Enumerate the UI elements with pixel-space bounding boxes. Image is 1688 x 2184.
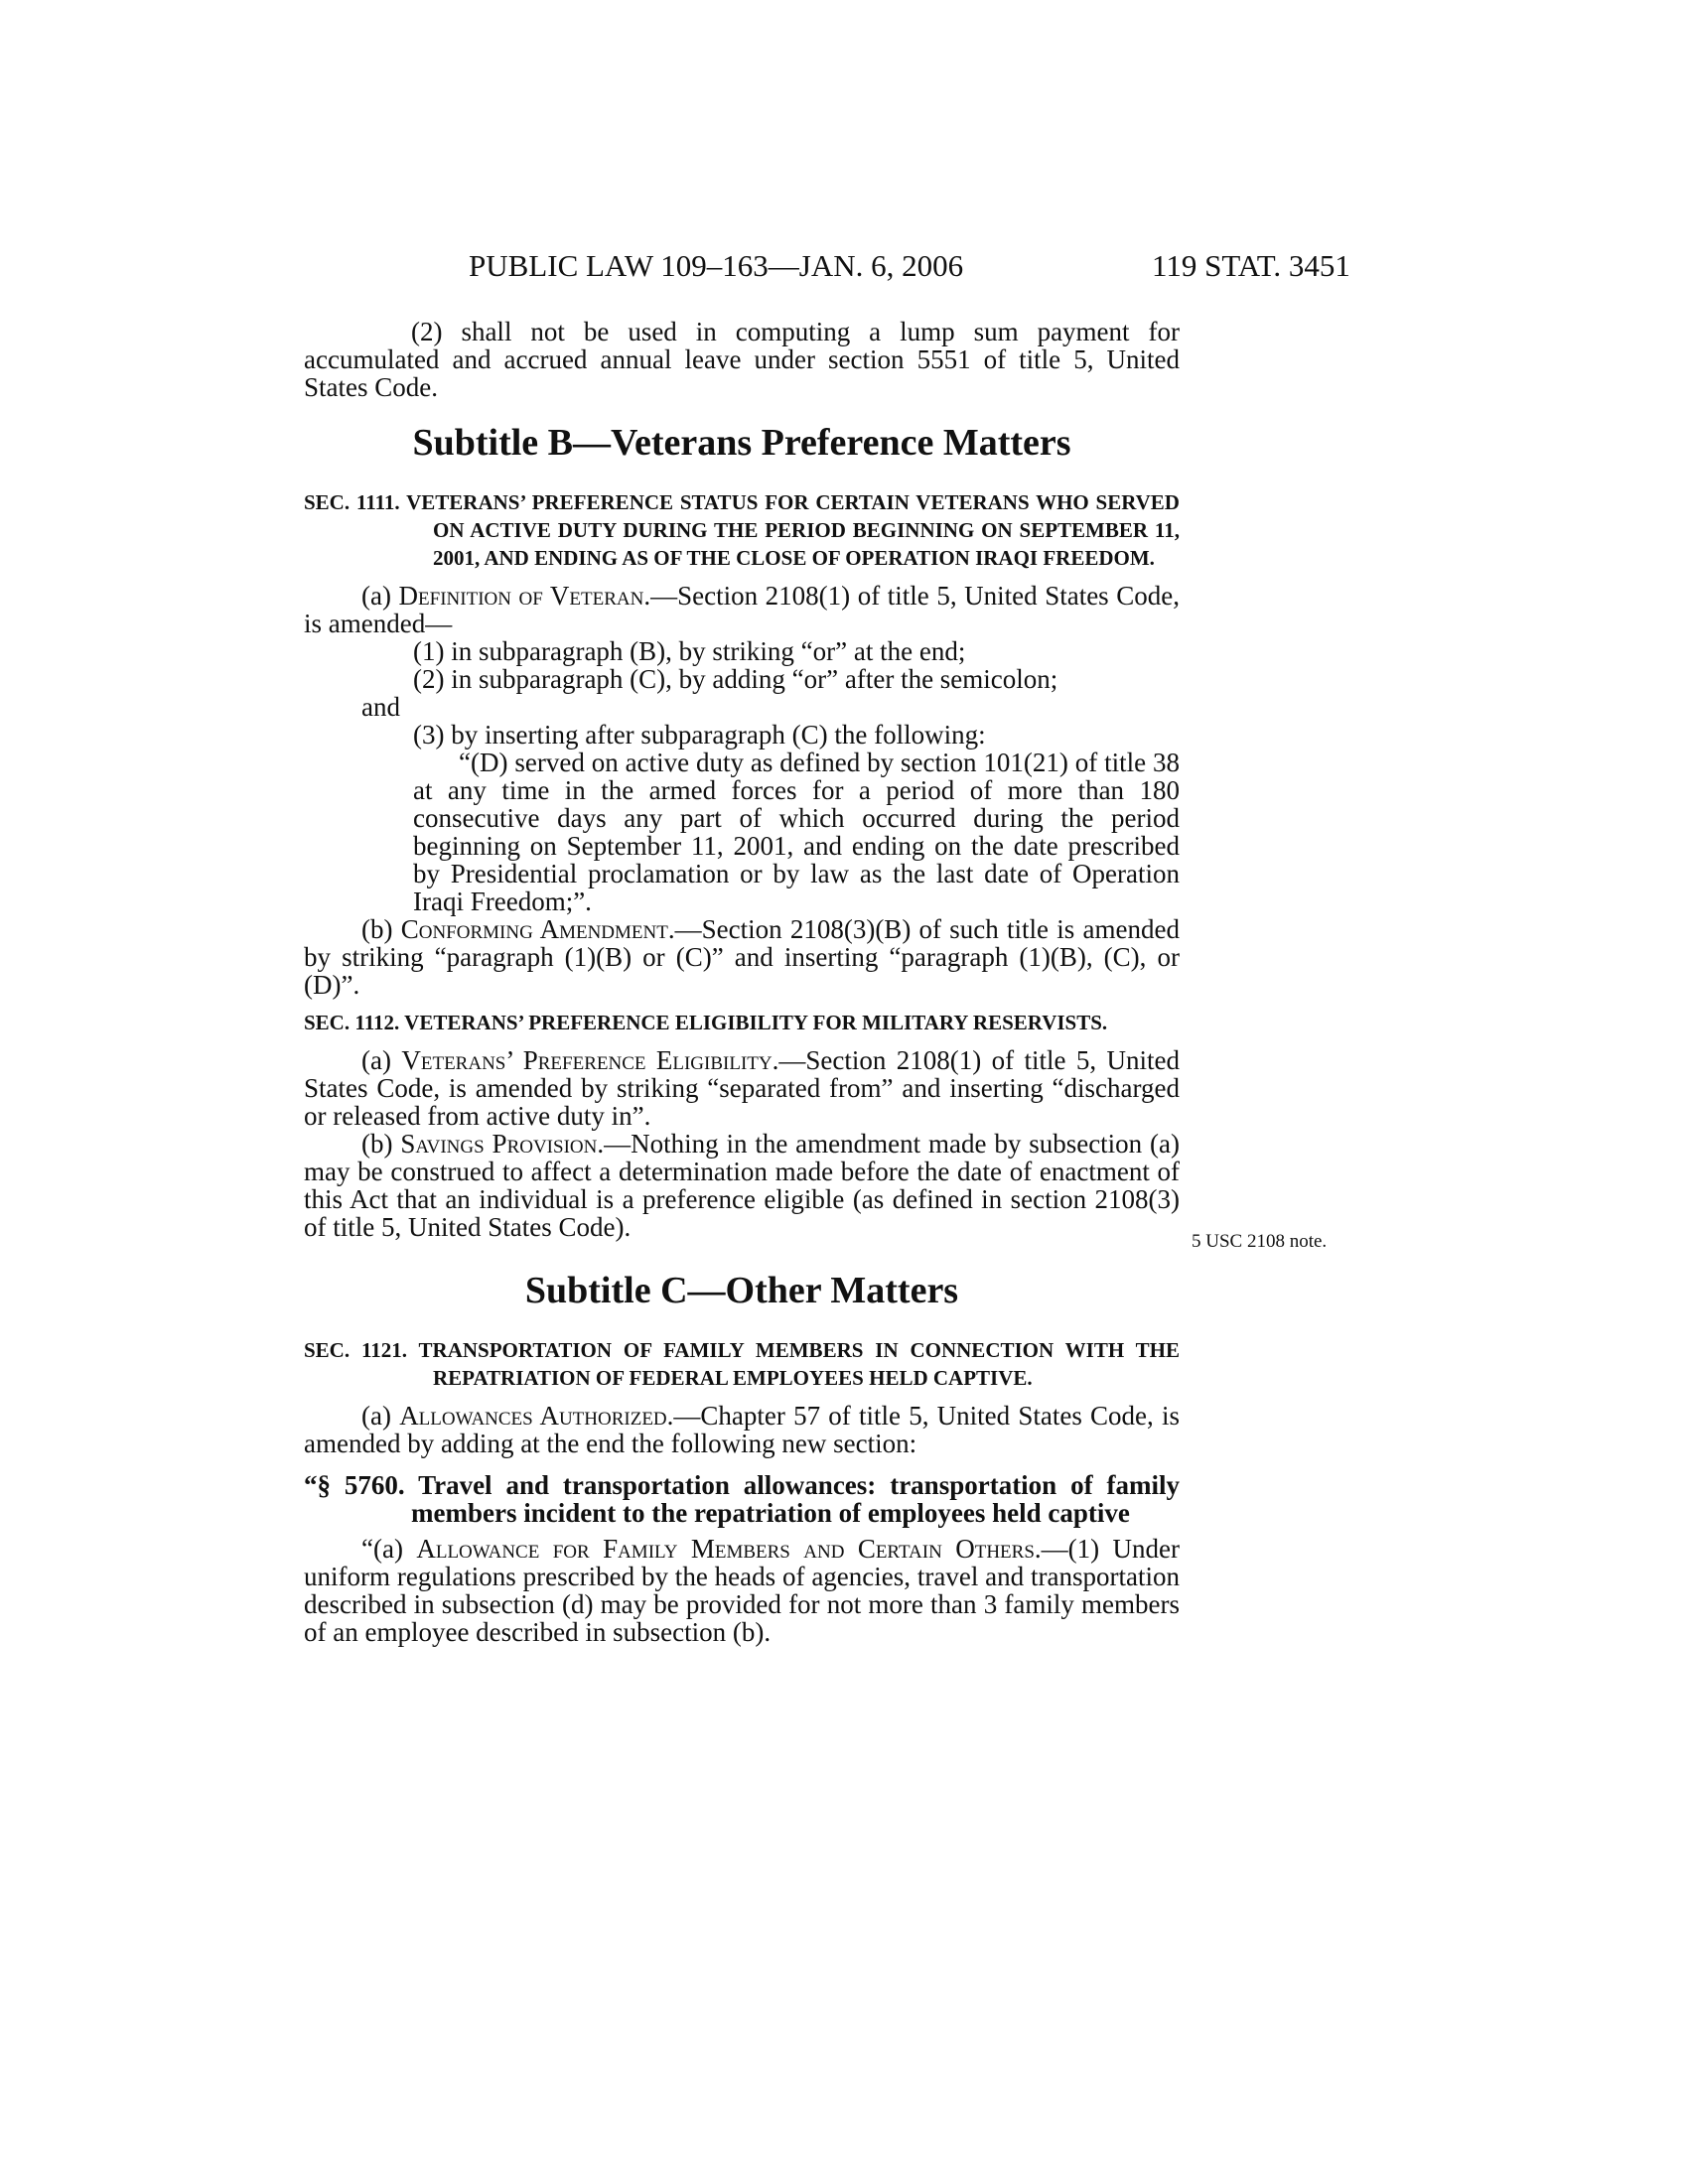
sec-1121-a-heading: Allowances Authorized. bbox=[399, 1401, 674, 1431]
sec-1111-item-2 bbox=[304, 665, 1180, 693]
sec-1121-title: TRANSPORTATION OF FAMILY MEMBERS IN CONNECTION WITH THE REPATRIATION OF FEDERAL EMPLOYEES HELD CAPTIVE. bbox=[418, 1338, 1180, 1390]
sec-1111-b-text: —Section 2108(3)(B) of such title is amended by striking “paragraph (1)(B) or (C)” and inserting “paragraph (1)(B), (C), or (D)”. bbox=[304, 914, 1180, 1000]
sec-1111-item-2-text: (2) in subparagraph (C), by adding “or” after the semicolon; bbox=[413, 664, 1058, 694]
sec-1112-number: SEC. 1112. bbox=[304, 1011, 400, 1034]
subtitle-c-heading: Subtitle C—Other Matters bbox=[524, 1270, 959, 1311]
section-5760-subsection-a bbox=[304, 1535, 1180, 1646]
sec-1121-number: SEC. 1121. bbox=[304, 1338, 408, 1362]
sec-1112-a-text: —Section 2108(1) of title 5, United States Code, is amended by striking “separated from” and inserting “discharged or released from active duty in”. bbox=[304, 1045, 1180, 1131]
continuation-paragraph bbox=[304, 318, 1180, 401]
sec-1111-item-3: (3) by inserting after subparagraph (C) the following: bbox=[413, 720, 986, 750]
sec-1112-b-heading: Savings Provision. bbox=[400, 1129, 605, 1159]
sec-1111-a-text: —Section 2108(1) of title 5, United States Code, is amended— bbox=[304, 581, 1180, 638]
sec-1111-item-2-continued: and bbox=[361, 692, 400, 722]
statute-page-number: 119 STAT. 3451 bbox=[1152, 248, 1350, 283]
sec-1111-heading bbox=[304, 488, 1180, 572]
sec-1112-a-label: (a) bbox=[361, 1045, 402, 1075]
sec-1111-b-heading: Conforming Amendment. bbox=[400, 914, 675, 944]
body-column bbox=[304, 318, 1180, 1646]
sec-1111-a-label: (a) bbox=[361, 581, 399, 611]
sec-1112-subsection-a bbox=[304, 1046, 1180, 1130]
sec-1112-b-text: —Nothing in the amendment made by subsection (a) may be construed to affect a determination made before the date of enactment of this Act that an individual is a preference eligible (as defined in section 2108(3) of title 5, United States Code). bbox=[304, 1129, 1181, 1242]
sec-1111-title: VETERANS’ PREFERENCE STATUS FOR CERTAIN VETERANS WHO SERVED ON ACTIVE DUTY DURING THE PERIOD BEGINNING ON SEPTEMBER 11, 2001, AND ENDING AS OF THE CLOSE OF OPERATION IRAQI FREEDOM. bbox=[406, 490, 1180, 570]
section-5760-heading: “§ 5760. Travel and transportation allowances: transportation of family members incident to the repatriation of employees held captive bbox=[304, 1470, 1180, 1528]
sec-1111-subsection-b bbox=[304, 915, 1180, 999]
sec-1121-a-text: —Chapter 57 of title 5, United States Code, is amended by adding at the end the following new section: bbox=[304, 1401, 1180, 1458]
section-5760-a-heading: Allowance for Family Members and Certain Others. bbox=[416, 1534, 1042, 1564]
subtitle-b-heading: Subtitle B—Veterans Preference Matters bbox=[412, 422, 1071, 464]
margin-note-5-usc-2108: 5 USC 2108 note. bbox=[1192, 1231, 1328, 1252]
public-law-citation: PUBLIC LAW 109–163—JAN. 6, 2006 bbox=[469, 248, 964, 283]
sec-1112-subsection-b bbox=[304, 1130, 1180, 1241]
sec-1121-heading bbox=[304, 1336, 1180, 1392]
sec-1111-quoted-d-text: “(D) served on active duty as defined by section 101(21) of title 38 at any time in the armed forces for a period of more than 180 consecutive days any part of which occurred during the period beginning on September 11, 2001, and ending on the date prescribed by Presidential proclamation or by law as the last date of Operation Iraqi Freedom;”. bbox=[413, 748, 1180, 916]
sec-1112-b-label: (b) bbox=[361, 1129, 401, 1159]
running-head bbox=[0, 248, 1688, 288]
sec-1121-subsection-a bbox=[304, 1402, 1180, 1457]
sec-1112-a-heading: Veterans’ Preference Eligibility. bbox=[401, 1045, 779, 1075]
section-5760-a-label: “(a) bbox=[361, 1534, 417, 1564]
section-5760-a-text: —(1) Under uniform regulations prescribed by the heads of agencies, travel and transportation described in subsection (d) may be provided for not more than 3 family members of an employee described in subsection (b). bbox=[304, 1534, 1180, 1647]
sec-1111-number: SEC. 1111. bbox=[304, 490, 400, 514]
sec-1112-heading bbox=[304, 1009, 1180, 1036]
sec-1111-item-1: (1) in subparagraph (B), by striking “or” at the end; bbox=[413, 636, 966, 666]
sec-1111-a-heading: Definition of Veteran. bbox=[398, 581, 651, 611]
sec-1121-a-label: (a) bbox=[361, 1401, 400, 1431]
continuation-text: (2) shall not be used in computing a lump sum payment for accumulated and accrued annual leave under section 5551 of title 5, United States Code. bbox=[304, 317, 1180, 402]
sec-1111-quoted-subparagraph-d bbox=[304, 749, 1180, 915]
sec-1111-b-label: (b) bbox=[361, 914, 401, 944]
sec-1112-title: VETERANS’ PREFERENCE ELIGIBILITY FOR MILITARY RESERVISTS. bbox=[404, 1011, 1108, 1034]
sec-1111-subsection-a bbox=[304, 582, 1180, 637]
